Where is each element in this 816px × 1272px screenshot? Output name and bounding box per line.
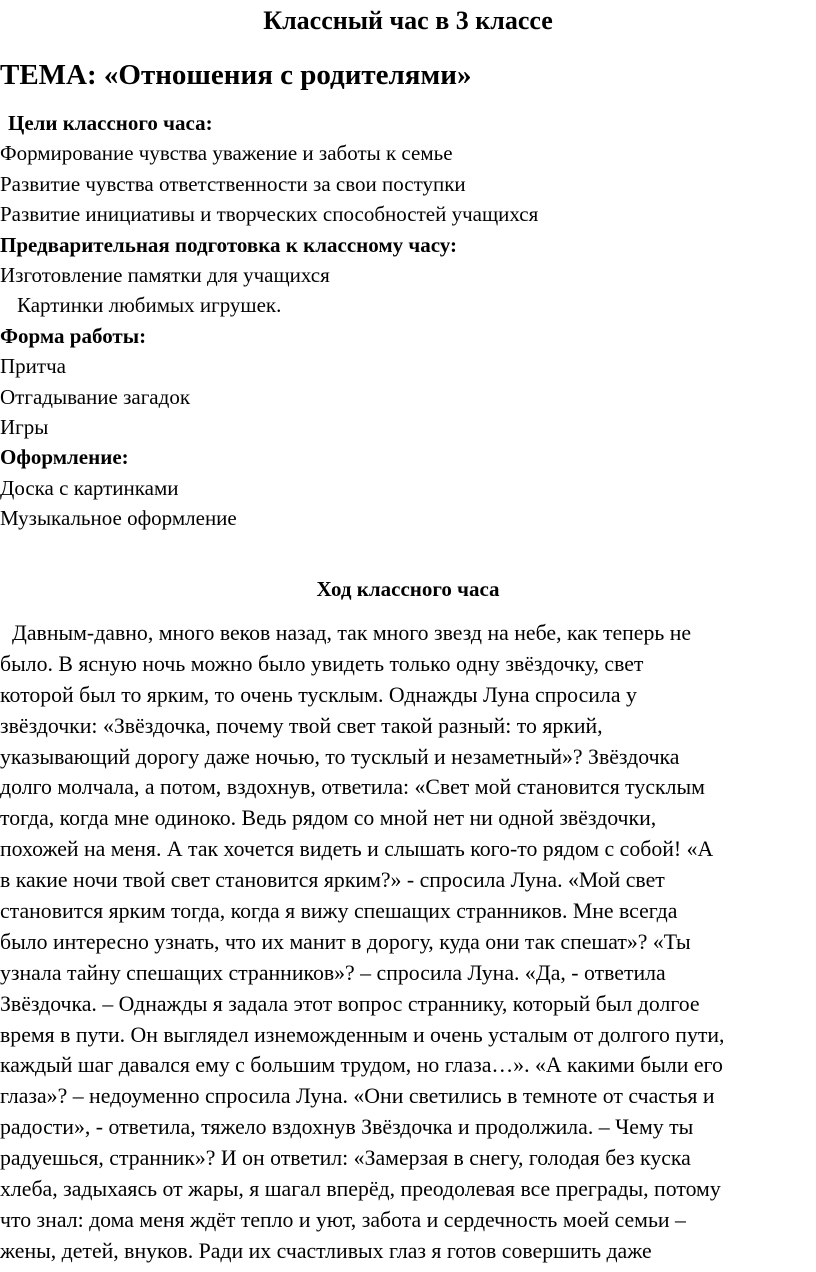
document-title: Классный час в 3 классе — [263, 6, 553, 35]
story-line: время в пути. Он выглядел изнеможденным и очень усталым от долгого пути, — [0, 1022, 725, 1047]
goal-item: Развитие инициативы и творческих способностей учащихся — [0, 202, 539, 227]
goal-item: Формирование чувства уважение и заботы к семье — [0, 141, 453, 166]
form-item: Отгадывание загадок — [0, 384, 191, 409]
topic-heading: ТЕМА: «Отношения с родителями» — [0, 59, 472, 91]
story-line: в какие ночи твой свет становится ярким?» - спросила Луна. «Мой свет — [0, 868, 665, 893]
story-line: каждый шаг давался ему с большим трудом, но глаза…». «А какими были его — [0, 1053, 723, 1078]
goals-heading: Цели классного часа: — [8, 111, 213, 135]
design-heading: Оформление: — [0, 445, 129, 470]
story-line: узнала тайну спешащих странников»? – спросила Луна. «Да, - ответила — [0, 960, 666, 985]
design-item: Доска с картинками — [0, 475, 179, 500]
goal-item: Развитие чувства ответственности за свои поступки — [0, 171, 466, 196]
story-paragraph — [0, 618, 816, 1267]
story-line: Звёздочка. – Однажды я задала этот вопрос страннику, который был долгое — [0, 991, 700, 1016]
story-line: долго молчала, а потом, вздохнув, ответила: «Свет мой становится тусклым — [0, 775, 705, 800]
story-line: глаза»? – недоуменно спросила Луна. «Они светились в темноте от счастья и — [0, 1084, 715, 1109]
story-line: тогда, когда мне одиноко. Ведь рядом со мной нет ни одной звёздочки, — [0, 806, 657, 831]
form-heading: Форма работы: — [0, 323, 147, 348]
design-item: Музыкальное оформление — [0, 506, 237, 531]
prep-item: Изготовление памятки для учащихся — [0, 262, 330, 287]
progress-heading: Ход классного часа — [316, 577, 500, 601]
story-line: похожей на меня. А так хочется видеть и слышать кого-то рядом с собой! «А — [0, 837, 714, 862]
story-line: Давным-давно, много веков назад, так много звезд на небе, как теперь не — [12, 621, 692, 645]
story-line: жены, детей, внуков. Ради их счастливых глаз я готов совершить даже — [0, 1238, 652, 1263]
form-item: Притча — [0, 354, 66, 379]
story-line: что знал: дома меня ждёт тепло и уют, забота и сердечность моей семьи – — [0, 1207, 686, 1232]
story-line: которой был то ярким, то очень тусклым. Однажды Луна спросила у — [0, 682, 637, 707]
story-line: радости», - ответила, тяжело вздохнув Звёздочка и продолжила. – Чему ты — [0, 1115, 694, 1140]
lesson-plan — [0, 108, 816, 533]
story-line: указывающий дорогу даже ночью, то тусклый и незаметный»? Звёздочка — [0, 744, 680, 769]
story-line: звёздочки: «Звёздочка, почему твой свет такой разный: то яркий, — [0, 713, 603, 738]
story-line: было интересно узнать, что их манит в дорогу, куда они так спешат»? «Ты — [0, 929, 691, 954]
prep-heading: Предварительная подготовка к классному часу: — [0, 232, 458, 257]
form-item: Игры — [0, 414, 49, 439]
story-line: становится ярким тогда, когда я вижу спешащих странников. Мне всегда — [0, 899, 678, 924]
story-line: хлеба, задыхаясь от жары, я шагал вперёд, преодолевая все преграды, потому — [0, 1177, 721, 1202]
prep-item: Картинки любимых игрушек. — [17, 293, 282, 318]
story-line: радуешься, странник»? И он ответил: «Замерзая в снегу, голодая без куска — [0, 1146, 691, 1171]
story-line: было. В ясную ночь можно было увидеть только одну звёздочку, свет — [0, 651, 644, 676]
